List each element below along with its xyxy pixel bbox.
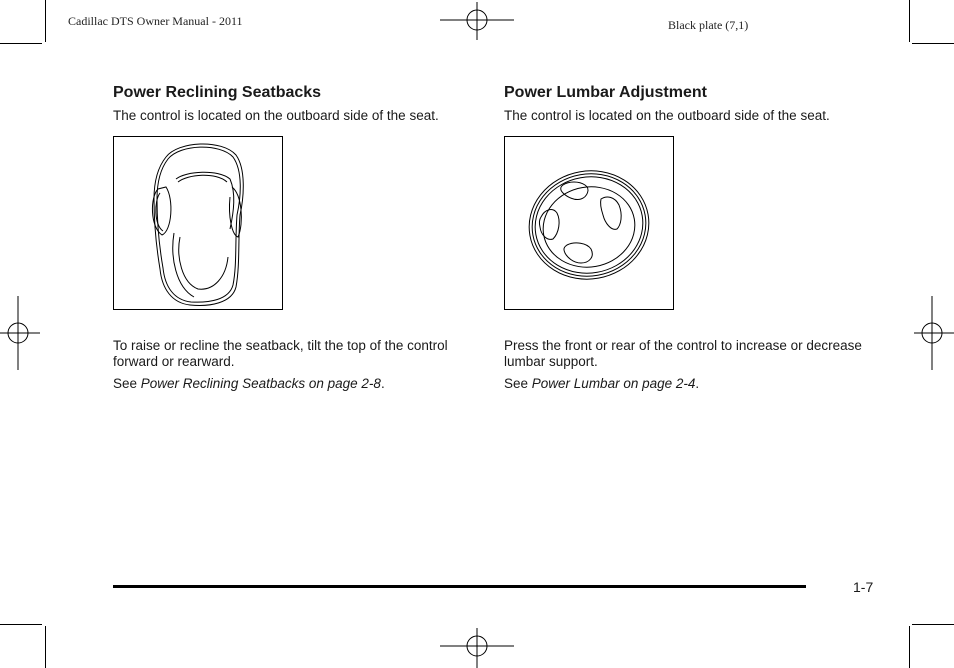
registration-mark-left [0, 296, 42, 372]
section-body: Press the front or rear of the control to increase or decrease lumbar support. [504, 338, 862, 369]
section-intro: The control is located on the outboard side of the seat. [504, 108, 830, 123]
plate-label: Black plate (7,1) [668, 18, 749, 32]
seatback-control-icon [114, 137, 284, 311]
section-lumbar [504, 84, 864, 392]
registration-mark-top [440, 2, 516, 42]
see-reference: See Power Lumbar on page 2-4. [504, 376, 700, 391]
section-title: Power Lumbar Adjustment [504, 84, 707, 101]
lumbar-control-illustration [504, 136, 674, 310]
manual-title: Cadillac DTS Owner Manual - 2011 [68, 14, 243, 28]
registration-mark-bottom [440, 628, 516, 668]
section-reclining [113, 84, 473, 392]
section-title: Power Reclining Seatbacks [113, 84, 322, 101]
section-body: To raise or recline the seatback, tilt the top of the control forward or rearward. [113, 338, 448, 369]
see-link[interactable]: Power Reclining Seatbacks on page 2-8 [140, 376, 381, 391]
section-intro: The control is located on the outboard side of the seat. [113, 108, 439, 123]
see-link[interactable]: Power Lumbar on page 2-4 [531, 376, 696, 391]
footer-rule [113, 585, 806, 588]
registration-mark-right [912, 296, 954, 372]
see-reference: See Power Reclining Seatbacks on page 2-8. [113, 376, 385, 391]
reclining-control-illustration [113, 136, 283, 310]
page-number: 1-7 [853, 579, 874, 595]
lumbar-control-icon [505, 137, 675, 311]
